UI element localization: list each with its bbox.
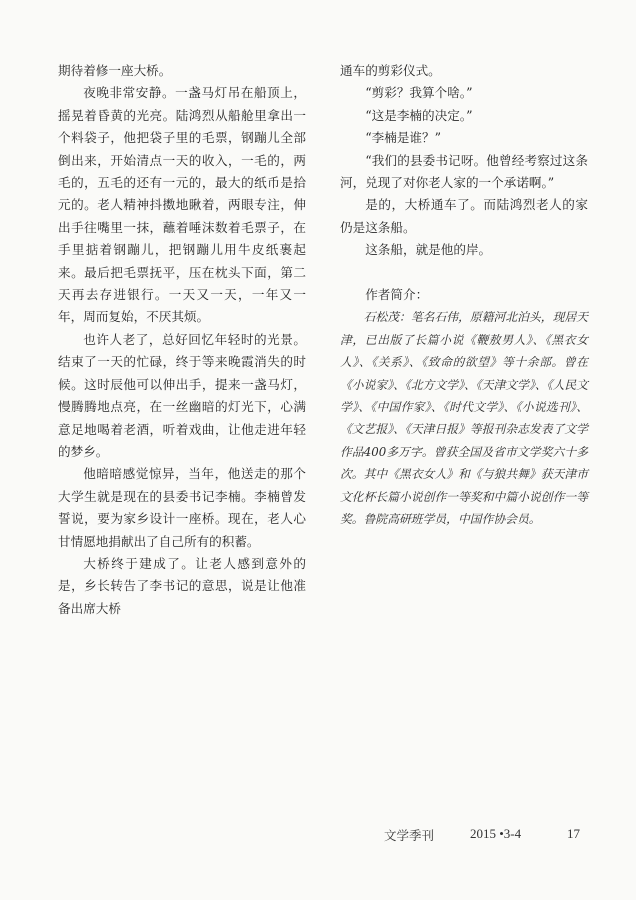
- paragraph: “李楠是谁？”: [365, 130, 442, 146]
- page-number: 17: [567, 826, 580, 841]
- right-column: [340, 60, 588, 531]
- author-bio: 石松茂：笔名石伟，原籍河北泊头，现居天津，已出版了长篇小说《鞭敖男人》、《黑衣女人》、《关系》、《致命的欲望》等十余部。曾在《小说家》、《北方文学》、《天津文学》、《人民文学》、《中国作家》、《时代文学》、《小说选刊》、《文艺报》、《天津日报》等报刊杂志发表了文学作品400多万字。曾获全国及省市文学奖六十多次。其中《黑衣女人》和《与狼共舞》获天津市文化杯长篇小说创作一等奖和中篇小说创作一等奖。鲁院高研班学员，中国作协会员。: [340, 310, 588, 527]
- paragraph: 通车的剪彩仪式。: [340, 63, 441, 78]
- paragraph: “剪彩？我算个啥。”: [365, 85, 473, 101]
- paragraph: “这是李楠的决定。”: [365, 107, 473, 123]
- spacer: [340, 262, 588, 284]
- paragraph: 这条船，就是他的岸。: [365, 242, 492, 258]
- paragraph: 夜晚非常安静。一盏马灯吊在船顶上，摇晃着昏黄的光亮。陆鸿烈从船舱里拿出一个料袋子，他把袋子里的毛票，钢蹦儿全部倒出来，开始清点一天的收入，一毛的，两毛的，五毛的还有一元的，最大的纸币是拾元的。老人精神抖擞地瞅着，两眼专注，伸出手往嘴里一抹，蘸着唾沫数着毛票子，在手里掂着钢蹦儿，把钢蹦儿用牛皮纸裹起来。最后把毛票抚平，压在枕头下面，第二天再去存进银行。一天又一天，一年又一年，周而复始，不厌其烦。: [58, 85, 306, 325]
- paragraph: 期待着修一座大桥。: [58, 63, 172, 78]
- paragraph: 他暗暗感觉惊异，当年，他送走的那个大学生就是现在的县委书记李楠。李楠曾发誓说，要为家乡设计一座桥。现在，老人心甘情愿地捐献出了自己所有的积蓄。: [58, 466, 306, 549]
- author-heading: 作者简介：: [365, 287, 429, 303]
- paragraph: 也许人老了，总好回忆年轻时的光景。结束了一天的忙碌，终于等来晚霞消失的时候。这时辰他可以伸出手，提来一盏马灯，慢腾腾地点亮，在一丝幽暗的灯光下，心满意足地喝着老酒，听着戏曲，让他走进年轻的梦乡。: [58, 331, 306, 459]
- issue-number: 2015 •3-4: [470, 826, 522, 841]
- left-column: [58, 60, 306, 620]
- journal-title: 文学季刊: [384, 828, 435, 843]
- paragraph: “我们的县委书记呀。他曾经考察过这条河，兑现了对你老人家的一个承诺啊。”: [340, 152, 588, 191]
- right-column-body: [340, 60, 588, 262]
- paragraph: 大桥终于建成了。让老人感到意外的是，乡长转告了李书记的意思，说是让他准备出席大桥: [58, 555, 306, 616]
- paragraph: 是的，大桥通车了。而陆鸿烈老人的家仍是这条船。: [340, 197, 588, 235]
